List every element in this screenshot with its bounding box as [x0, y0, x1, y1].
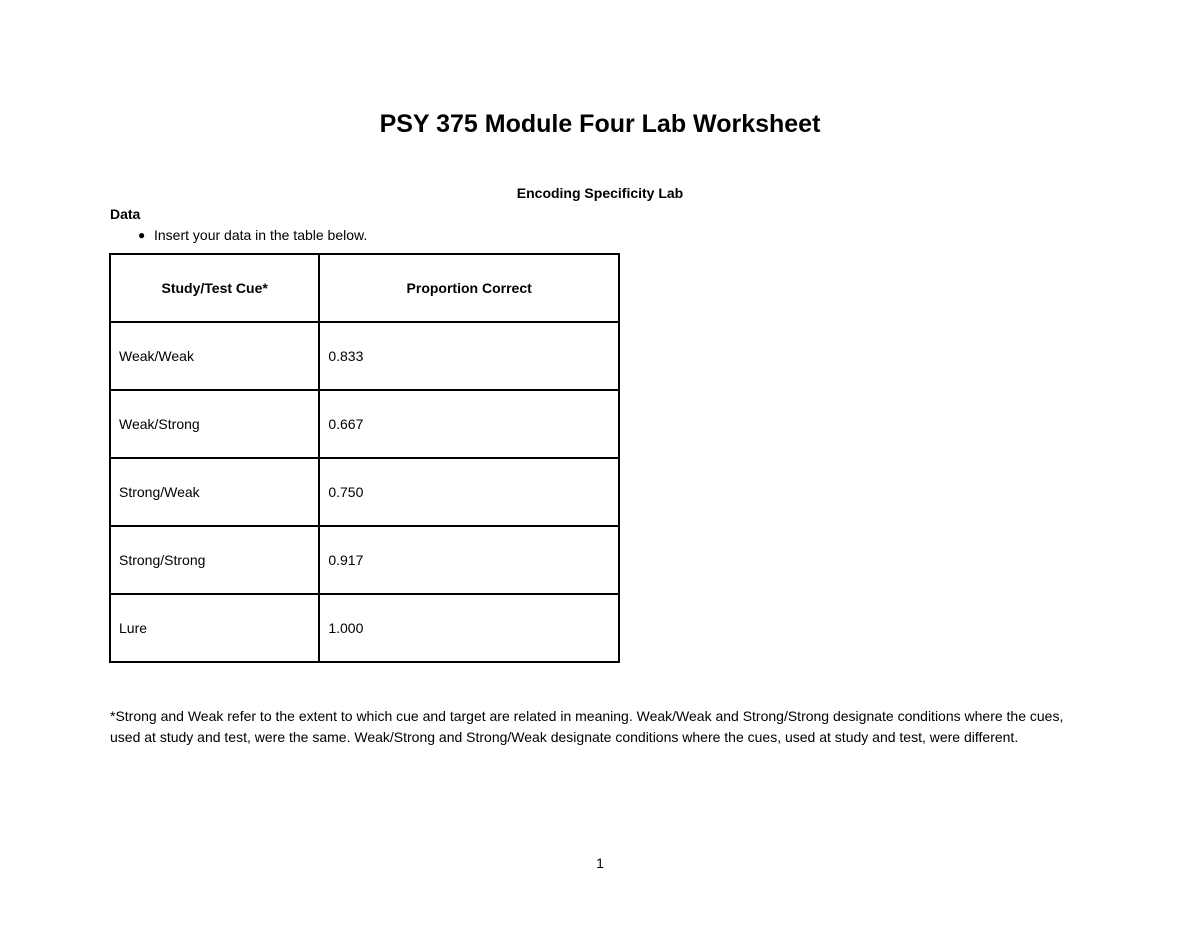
table-row: [110, 594, 619, 662]
value-cell[interactable]: 1.000: [319, 594, 619, 662]
page-number: 1: [596, 855, 604, 871]
lab-subtitle: Encoding Specificity Lab: [516, 185, 684, 201]
cue-cell: Lure: [110, 594, 319, 662]
table-row: [110, 390, 619, 458]
table-row: [110, 458, 619, 526]
value-cell[interactable]: 0.917: [319, 526, 619, 594]
data-table: [109, 253, 620, 663]
cue-cell: Weak/Strong: [110, 390, 319, 458]
instruction-list: [110, 227, 367, 243]
value-cell[interactable]: 0.750: [319, 458, 619, 526]
value-cell[interactable]: 0.833: [319, 322, 619, 390]
cue-cell: Strong/Weak: [110, 458, 319, 526]
column-header-cue: Study/Test Cue*: [110, 254, 319, 322]
table-row: [110, 526, 619, 594]
section-heading-data: Data: [110, 206, 141, 222]
table-row: [110, 322, 619, 390]
cue-cell: Strong/Strong: [110, 526, 319, 594]
bullet-icon: ●: [138, 228, 146, 242]
table-footnote: *Strong and Weak refer to the extent to which cue and target are related in meaning. Weak/Weak and Strong/Strong designate conditions where the cues, used at study and test, were the same. Weak/Strong and Strong/Weak designate conditions where the cues, used at study and test, were different.: [110, 708, 1064, 745]
cue-cell: Weak/Weak: [110, 322, 319, 390]
instruction-text: Insert your data in the table below.: [154, 227, 368, 243]
value-cell[interactable]: 0.667: [319, 390, 619, 458]
column-header-proportion: Proportion Correct: [319, 254, 619, 322]
table-header-row: [110, 254, 619, 322]
document-title: PSY 375 Module Four Lab Worksheet: [379, 110, 821, 138]
list-item: [110, 227, 367, 243]
